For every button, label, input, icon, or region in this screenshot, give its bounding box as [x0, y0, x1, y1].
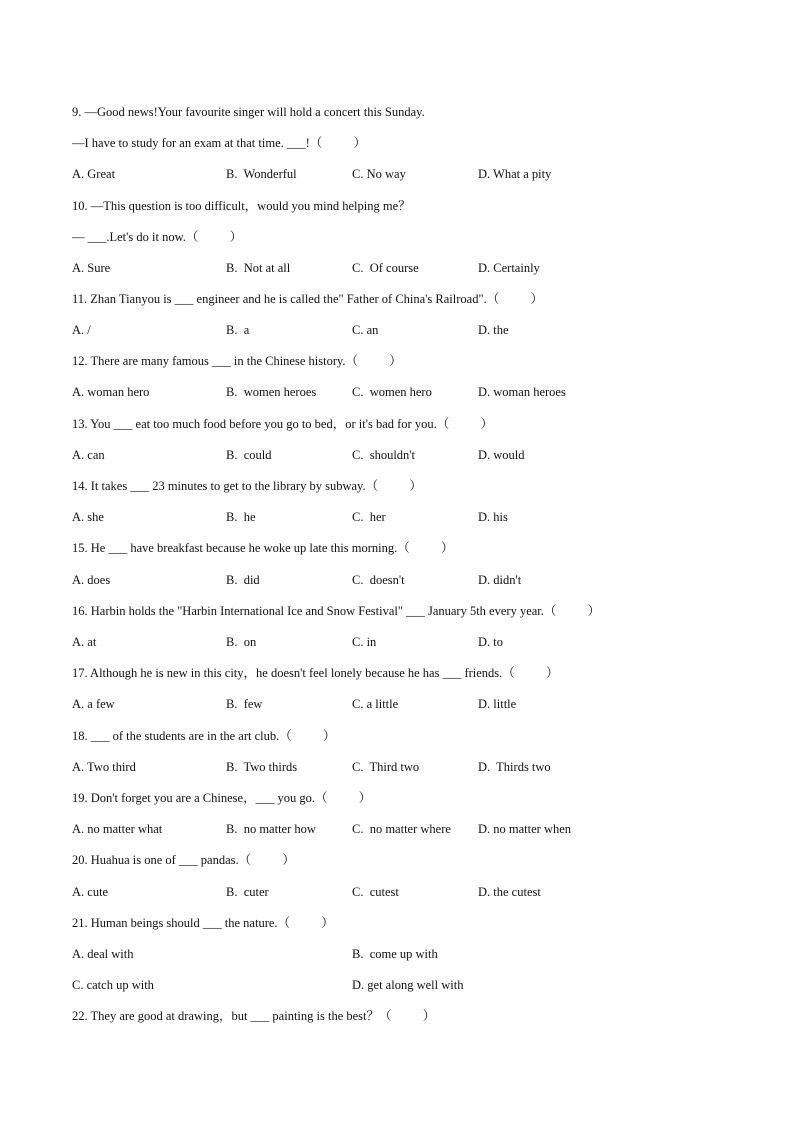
question-20-stem: 20. Huahua is one of ___ pandas.（ ）: [72, 853, 295, 867]
question-13-option-d: D. would: [478, 448, 525, 462]
question-13-option-c: C. shouldn't: [352, 448, 416, 462]
question-9-option-a: A. Great: [72, 167, 116, 181]
question-12-option-b: B. women heroes: [226, 385, 317, 399]
question-21-option-b: B. come up with: [352, 947, 438, 961]
question-17-option-a: A. a few: [72, 697, 115, 711]
question-16-option-d: D. to: [478, 635, 503, 649]
question-12-stem: 12. There are many famous ___ in the Chinese history.（ ）: [72, 354, 402, 368]
question-14-option-d: D. his: [478, 510, 508, 524]
question-15-option-a: A. does: [72, 573, 111, 587]
question-10-option-b: B. Not at all: [226, 261, 291, 275]
question-10-option-a: A. Sure: [72, 261, 111, 275]
question-18-option-b: B. Two thirds: [226, 760, 298, 774]
question-19-option-a: A. no matter what: [72, 822, 163, 836]
question-9-option-b: B. Wonderful: [226, 167, 297, 181]
question-14-option-a: A. she: [72, 510, 104, 524]
question-12-option-d: D. woman heroes: [478, 385, 566, 399]
question-10-stem-line-2: — ___.Let's do it now.（ ）: [72, 230, 243, 244]
question-15-stem: 15. He ___ have breakfast because he woke up late this morning.（ ）: [72, 541, 454, 555]
question-21-option-d: D. get along well with: [352, 978, 464, 992]
question-13-option-a: A. can: [72, 448, 105, 462]
question-9-option-c: C. No way: [352, 167, 406, 181]
question-11-option-b: B. a: [226, 323, 250, 337]
question-18-option-a: A. Two third: [72, 760, 136, 774]
question-21-option-c: C. catch up with: [72, 978, 154, 992]
question-14-stem: 14. It takes ___ 23 minutes to get to the library by subway.（ ）: [72, 479, 422, 493]
question-19-option-c: C. no matter where: [352, 822, 451, 836]
question-18-stem: 18. ___ of the students are in the art club.（ ）: [72, 729, 336, 743]
question-12-option-c: C. women hero: [352, 385, 432, 399]
question-10-option-c: C. Of course: [352, 261, 419, 275]
question-12-option-a: A. woman hero: [72, 385, 150, 399]
question-20-option-a: A. cute: [72, 885, 109, 899]
question-22-stem: 22. They are good at drawing，but ___ painting is the best？（ ）: [72, 1009, 436, 1023]
question-16-option-b: B. on: [226, 635, 257, 649]
question-17-option-d: D. little: [478, 697, 517, 711]
question-21-option-a: A. deal with: [72, 947, 134, 961]
question-16-stem: 16. Harbin holds the "Harbin International Ice and Snow Festival" ___ January 5th every year.（ ）: [72, 604, 601, 618]
question-20-option-c: C. cutest: [352, 885, 399, 899]
question-9-option-d: D. What a pity: [478, 167, 552, 181]
question-16-option-a: A. at: [72, 635, 97, 649]
question-21-stem: 21. Human beings should ___ the nature.（ ）: [72, 916, 334, 930]
question-10-option-d: D. Certainly: [478, 261, 540, 275]
question-18-option-c: C. Third two: [352, 760, 420, 774]
question-11-option-a: A. /: [72, 323, 91, 337]
question-17-option-b: B. few: [226, 697, 263, 711]
question-16-option-c: C. in: [352, 635, 377, 649]
question-9-stem-line-1: 9. —Good news!Your favourite singer will hold a concert this Sunday.: [72, 105, 425, 119]
question-19-option-b: B. no matter how: [226, 822, 316, 836]
question-10-stem-line-1: 10. —This question is too difficult，would you mind helping me？: [72, 199, 411, 213]
question-15-option-b: B. did: [226, 573, 260, 587]
question-18-option-d: D. Thirds two: [478, 760, 551, 774]
question-19-option-d: D. no matter when: [478, 822, 572, 836]
question-13-stem: 13. You ___ eat too much food before you go to bed，or it's bad for you.（ ）: [72, 417, 493, 431]
question-9-stem-line-2: —I have to study for an exam at that time. ___!（ ）: [72, 136, 367, 150]
question-11-option-c: C. an: [352, 323, 379, 337]
question-19-stem: 19. Don't forget you are a Chinese，___ you go.（ ）: [72, 791, 372, 805]
question-11-stem: 11. Zhan Tianyou is ___ engineer and he is called the" Father of China's Railroad".（ ）: [72, 292, 543, 306]
question-15-option-c: C. doesn't: [352, 573, 405, 587]
question-14-option-c: C. her: [352, 510, 386, 524]
question-13-option-b: B. could: [226, 448, 272, 462]
question-11-option-d: D. the: [478, 323, 509, 337]
question-17-option-c: C. a little: [352, 697, 399, 711]
question-15-option-d: D. didn't: [478, 573, 522, 587]
question-20-option-b: B. cuter: [226, 885, 269, 899]
question-14-option-b: B. he: [226, 510, 256, 524]
question-20-option-d: D. the cutest: [478, 885, 541, 899]
question-17-stem: 17. Although he is new in this city，he doesn't feel lonely because he has ___ friends.（ ）: [72, 666, 559, 680]
